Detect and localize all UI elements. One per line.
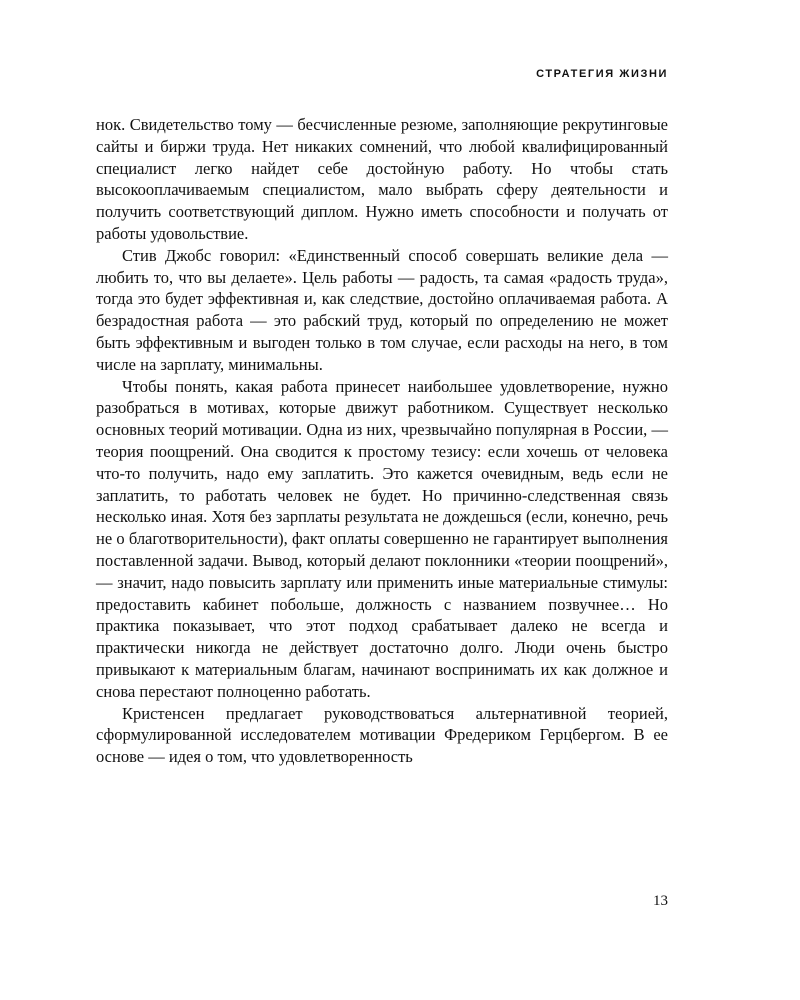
running-header-title: СТРАТЕГИЯ ЖИЗНИ: [536, 68, 668, 80]
paragraph: Кристенсен предлагает руководствоваться альтернативной теорией, сформулированной исследователем мотивации Фредериком Герцбергом. В ее основе — идея о том, что удовлетворенность: [96, 703, 668, 767]
page-body: [96, 114, 668, 768]
running-header: [96, 68, 668, 80]
page-number: 13: [653, 893, 668, 909]
paragraph: нок. Свидетельство тому — бесчисленные резюме, заполняющие рекрутинговые сайты и биржи труда. Нет никаких сомнений, что любой квалифицированный специалист легко найдет себе достойную работу. Но чтобы стать высокооплачиваемым специалистом, мало выбрать сферу деятельности и получить соответствующий диплом. Нужно иметь способности и получать от работы удовольствие.: [96, 115, 668, 243]
paragraph: Чтобы понять, какая работа принесет наибольшее удовлетворение, нужно разобраться в мотивах, которые движут работником. Существует несколько основных теорий мотивации. Одна из них, чрезвычайно популярная в России, — теория поощрений. Она сводится к простому тезису: если хочешь от человека что-то получить, надо ему заплатить. Это кажется очевидным, ведь если не заплатить, то работать человек не будет. Но причинно-следственная связь несколько иная. Хотя без зарплаты результата не дождешься (если, конечно, речь не о благотворительности), факт оплаты совершенно не гарантирует выполнения поставленной задачи. Вывод, который делают поклонники «теории поощрений», — значит, надо повысить зарплату или применить иные материальные стимулы: предоставить кабинет побольше, должность с названием позвучнее… Но практика показывает, что этот подход срабатывает далеко не всегда и практически никогда не действует достаточно долго. Люди очень быстро привыкают к материальным благам, начинают воспринимать их как должное и снова перестают полноценно работать.: [96, 376, 668, 701]
paragraph: Стив Джобс говорил: «Единственный способ совершать великие дела — любить то, что вы делаете». Цель работы — радость, та самая «радость труда», тогда это будет эффективная и, как следствие, достойно оплачиваемая работа. А безрадостная работа — это рабский труд, который по определению не может быть эффективным и выгоден только в том случае, если расходы на него, в том числе на зарплату, минимальны.: [96, 245, 668, 374]
